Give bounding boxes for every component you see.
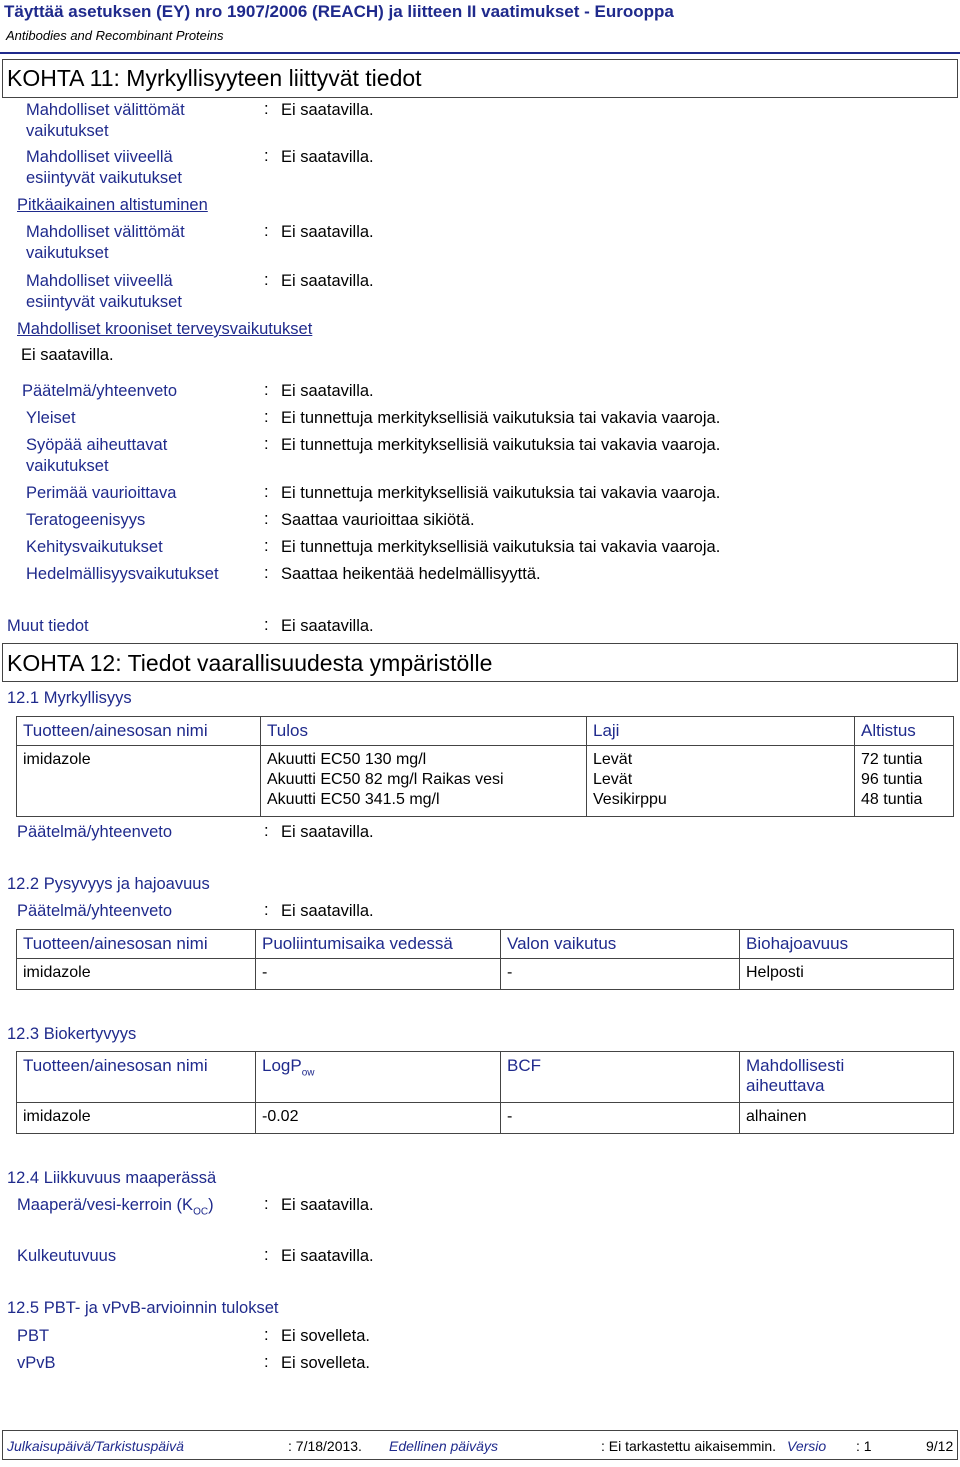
- table-header: Mahdollisesti aiheuttava: [740, 1052, 954, 1103]
- persistence-heading: 12.2 Pysyvyys ja hajoavuus: [7, 875, 210, 893]
- potential-cell: alhainen: [740, 1103, 954, 1134]
- colon: :: [264, 100, 269, 118]
- page-number: 9/12: [926, 1438, 954, 1454]
- table-row: [17, 746, 954, 817]
- koc-value: Ei saatavilla.: [281, 1196, 374, 1214]
- teratogenicity-value: Saattaa vaurioittaa sikiötä.: [281, 511, 475, 529]
- bioaccumulation-heading: 12.3 Biokertyvyys: [7, 1025, 137, 1043]
- table-header: Puoliintumisaika vedessä: [256, 930, 501, 959]
- developmental-label: Kehitysvaikutukset: [26, 538, 163, 556]
- table-row: [17, 959, 954, 990]
- bioaccumulation-table: [16, 1051, 954, 1134]
- general-value: Ei tunnettuja merkityksellisiä vaikutuksia tai vakavia vaaroja.: [281, 409, 721, 427]
- table-header: LogP$_{ow}$: [256, 1052, 501, 1103]
- species-cell: Levät: [593, 751, 633, 768]
- colon: :: [264, 510, 269, 528]
- colon: :: [264, 901, 269, 919]
- mobility-heading: 12.4 Liikkuvuus maaperässä: [7, 1169, 217, 1187]
- colon: :: [264, 147, 269, 165]
- colon: :: [264, 381, 269, 399]
- substance-name: imidazole: [17, 959, 256, 990]
- table-header: Biohajoavuus: [740, 930, 954, 959]
- colon: :: [264, 1246, 269, 1264]
- developmental-value: Ei tunnettuja merkityksellisiä vaikutuksia tai vakavia vaaroja.: [281, 538, 721, 556]
- general-label: Yleiset: [26, 409, 76, 427]
- other-info-label: Muut tiedot: [7, 617, 89, 635]
- table-header: Tulos: [261, 717, 587, 746]
- table-header: Altistus: [855, 717, 954, 746]
- conclusion-value: Ei saatavilla.: [281, 382, 374, 400]
- mobility-value: Ei saatavilla.: [281, 1247, 374, 1265]
- chronic-effects-subheading: Mahdolliset krooniset terveysvaikutukset: [17, 320, 313, 338]
- delayed-effects-label-1: Mahdolliset viiveellä esiintyvät vaikutukset: [26, 148, 182, 187]
- biodegradability-cell: Helposti: [740, 959, 954, 990]
- koc-label: Maaperä/vesi-kerroin $(K_{OC})$: [17, 1196, 214, 1218]
- teratogenicity-label: Teratogeenisyys: [26, 511, 146, 529]
- version-value: : 1: [856, 1438, 872, 1454]
- toxicity-heading: 12.1 Myrkyllisyys: [7, 689, 132, 707]
- acute-effects-label-2: Mahdolliset välittömät vaikutukset: [26, 223, 185, 262]
- table-header: Tuotteen/ainesosan nimi: [17, 930, 256, 959]
- exposure-cell: 96 tuntia: [861, 771, 923, 788]
- substance-name: imidazole: [17, 1103, 256, 1134]
- chronic-effects-value: Ei saatavilla.: [21, 346, 114, 364]
- pbt-value: Ei sovelleta.: [281, 1327, 370, 1345]
- mobility-label: Kulkeutuvuus: [17, 1247, 117, 1265]
- colon: :: [264, 483, 269, 501]
- colon: :: [264, 616, 269, 634]
- table-header: Tuotteen/ainesosan nimi: [17, 717, 261, 746]
- colon: :: [264, 1353, 269, 1371]
- product-name: Antibodies and Recombinant Proteins: [6, 28, 224, 43]
- page-footer: [2, 1430, 958, 1460]
- logpow-cell: -0.02: [256, 1103, 501, 1134]
- colon: :: [264, 271, 269, 289]
- colon: :: [264, 1326, 269, 1344]
- table-header: Laji: [587, 717, 855, 746]
- document-title: Täyttää asetuksen (EY) nro 1907/2006 (REACH) ja liitteen II vaatimukset - Eurooppa: [4, 2, 674, 21]
- toxicity-conclusion-value: Ei saatavilla.: [281, 823, 374, 841]
- persistence-conclusion-label: Päätelmä/yhteenveto: [17, 902, 173, 920]
- mutagenicity-label: Perimää vaurioittava: [26, 484, 177, 502]
- table-header: BCF: [501, 1052, 740, 1103]
- fertility-value: Saattaa heikentää hedelmällisyyttä.: [281, 565, 541, 583]
- previous-date-value: : Ei tarkastettu aikaisemmin.: [601, 1438, 777, 1454]
- section-11-header: [2, 59, 958, 98]
- pbt-heading: 12.5 PBT- ja vPvB-arvioinnin tulokset: [7, 1299, 279, 1317]
- acute-effects-value-1: Ei saatavilla.: [281, 101, 374, 119]
- vpvb-value: Ei sovelleta.: [281, 1354, 370, 1372]
- delayed-effects-label-2: Mahdolliset viiveellä esiintyvät vaikutukset: [26, 272, 182, 311]
- acute-effects-value-2: Ei saatavilla.: [281, 223, 374, 241]
- colon: :: [264, 435, 269, 453]
- colon: :: [264, 564, 269, 582]
- bcf-cell: -: [501, 1103, 740, 1134]
- section-12-header: [2, 643, 958, 682]
- previous-date-label: Edellinen päiväys: [389, 1438, 498, 1454]
- persistence-table: [16, 929, 954, 990]
- exposure-cell: 72 tuntia: [861, 751, 923, 768]
- table-header: Valon vaikutus: [501, 930, 740, 959]
- colon: :: [264, 537, 269, 555]
- delayed-effects-value-2: Ei saatavilla.: [281, 272, 374, 290]
- result-cell: Akuutti EC50 82 mg/l Raikas vesi: [267, 771, 504, 788]
- species-cell: Vesikirppu: [593, 791, 667, 808]
- colon: :: [264, 222, 269, 240]
- other-info-value: Ei saatavilla.: [281, 617, 374, 635]
- section-12-title: KOHTA 12: Tiedot vaarallisuudesta ympäristölle: [7, 650, 493, 676]
- toxicity-conclusion-label: Päätelmä/yhteenveto: [17, 823, 173, 841]
- table-row: [17, 1103, 954, 1134]
- issue-date-label: Julkaisupäivä/Tarkistuspäivä: [7, 1438, 184, 1454]
- delayed-effects-value-1: Ei saatavilla.: [281, 148, 374, 166]
- section-11-title: KOHTA 11: Myrkyllisyyteen liittyvät tiedot: [7, 65, 422, 91]
- issue-date-value: : 7/18/2013.: [288, 1438, 362, 1454]
- toxicity-table: [16, 716, 954, 817]
- table-header: Tuotteen/ainesosan nimi: [17, 1052, 256, 1103]
- pbt-label: PBT: [17, 1327, 50, 1345]
- vpvb-label: vPvB: [17, 1354, 56, 1372]
- acute-effects-label-1: Mahdolliset välittömät vaikutukset: [26, 101, 185, 140]
- colon: :: [264, 822, 269, 840]
- mutagenicity-value: Ei tunnettuja merkityksellisiä vaikutuksia tai vakavia vaaroja.: [281, 484, 721, 502]
- half-life-cell: -: [256, 959, 501, 990]
- result-cell: Akuutti EC50 341.5 mg/l: [267, 791, 440, 808]
- long-term-exposure-subheading: Pitkäaikainen altistuminen: [17, 196, 208, 214]
- result-cell: Akuutti EC50 130 mg/l: [267, 751, 427, 768]
- colon: :: [264, 1195, 269, 1213]
- species-cell: Levät: [593, 771, 633, 788]
- substance-name: imidazole: [23, 751, 91, 768]
- exposure-cell: 48 tuntia: [861, 791, 923, 808]
- fertility-label: Hedelmällisyysvaikutukset: [26, 565, 219, 583]
- photolysis-cell: -: [501, 959, 740, 990]
- colon: :: [264, 408, 269, 426]
- carcinogenicity-value: Ei tunnettuja merkityksellisiä vaikutuksia tai vakavia vaaroja.: [281, 436, 721, 454]
- carcinogenicity-label: Syöpää aiheuttavat vaikutukset: [26, 436, 168, 475]
- persistence-conclusion-value: Ei saatavilla.: [281, 902, 374, 920]
- version-label: Versio: [787, 1438, 827, 1454]
- conclusion-label: Päätelmä/yhteenveto: [22, 382, 178, 400]
- header-rule: [0, 52, 960, 54]
